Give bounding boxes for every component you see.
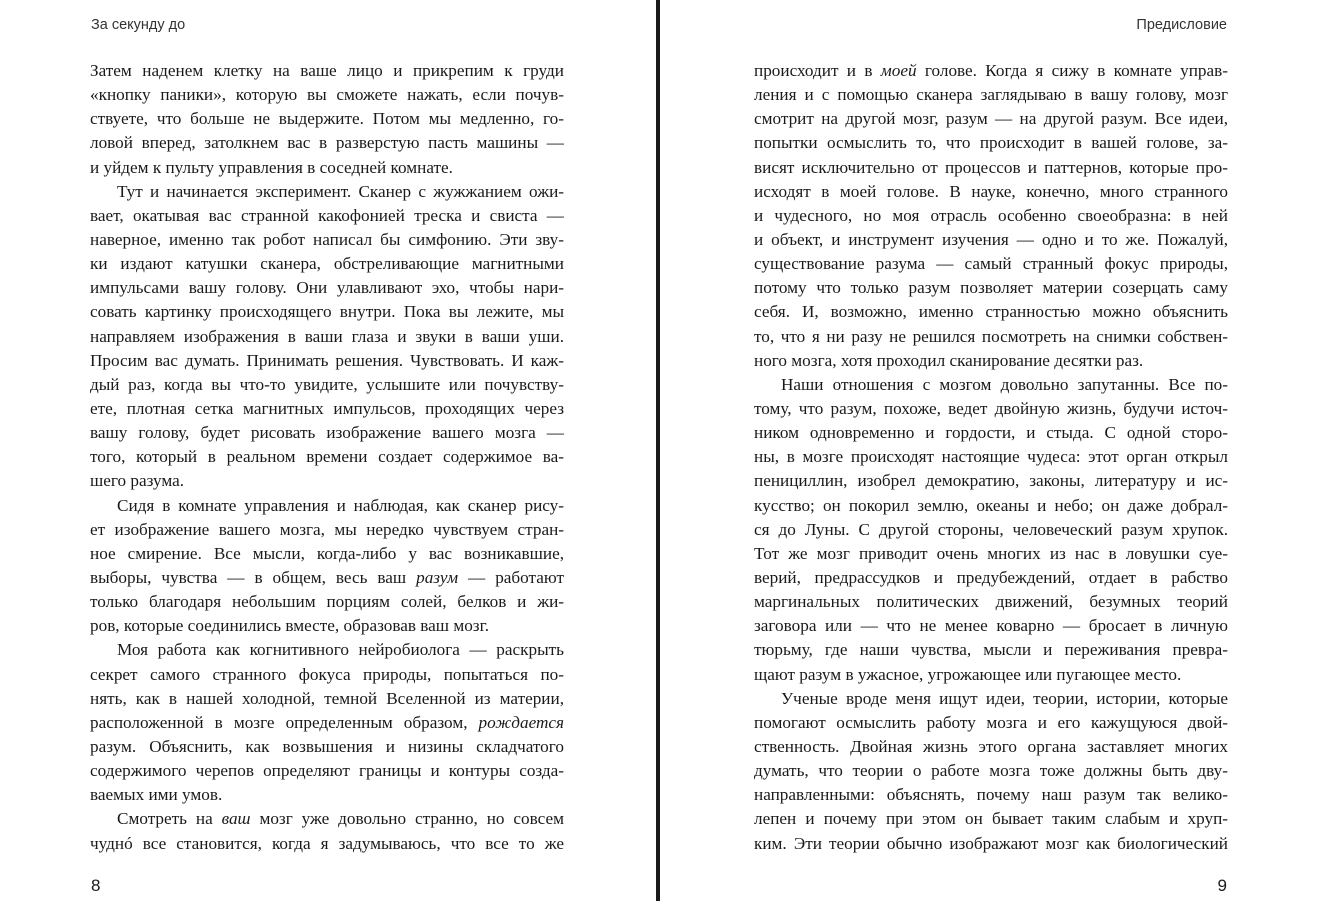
text-line: Просим вас думать. Принимать решения. Чувствовать. И каж- <box>90 350 564 370</box>
text-line: происходит и в моей голове. Когда я сижу в комнате управ- <box>754 61 1228 80</box>
left-page <box>0 0 656 901</box>
text-line: Тут и начинается эксперимент. Сканер с жужжанием ожи- <box>117 181 564 201</box>
text-line: кусство; он покорил землю, океаны и небо; он даже добрал- <box>754 495 1228 515</box>
text-line: ки издают катушки сканера, обстреливающие магнитными <box>90 254 564 274</box>
text-line: совать картинку происходящего внутри. Пока вы лежите, мы <box>90 302 564 322</box>
text-line: того, который в реальном времени создает содержимое ва- <box>90 447 564 467</box>
text-line: ного мозга, хотя проходил сканирование десятки раз. <box>754 350 1144 370</box>
emphasized-word: рождается <box>478 712 564 732</box>
text-line: секрет самого странного фокуса природы, попытаться по- <box>90 664 564 684</box>
text-line: импульсами вашу голову. Они улавливают эхо, чтобы нари- <box>90 278 564 298</box>
text-line: вает, окатывая вас странной какофонией треска и свиста — <box>90 205 564 225</box>
text-line: только благодаря небольшим порциям солей, белков и жи- <box>90 592 564 612</box>
text-line: ваемых ими умов. <box>90 785 223 805</box>
text-line: и уйдем к пульту управления в соседней комнате. <box>90 157 453 177</box>
text-line: ное смирение. Все мысли, когда-либо у вас возникавшие, <box>90 543 564 563</box>
text-line: нять, как в нашей холодной, темной Вселенной из материи, <box>90 688 564 708</box>
text-line: верий, предрассудков и предубеждений, отдает в рабство <box>754 567 1228 587</box>
text-line: и чудесного, но моя отрасль особенно своеобразна: в ней <box>754 205 1228 225</box>
text-line: ров, которые соединились вместе, образовав ваш мозг. <box>90 616 490 636</box>
text-line: Тот же мозг приводит очень многих из нас в ловушки суе- <box>754 543 1228 563</box>
text-line: себя. И, возможно, именно странностью можно объяснить <box>754 302 1228 322</box>
text-line: то, что я ни разу не решился посмотреть на снимки собствен- <box>754 326 1228 346</box>
text-line: щают разум в ужасное, угрожающее или пугающее место. <box>754 664 1182 684</box>
running-head-right: Предисловие <box>1136 17 1227 33</box>
text-line: ет изображение вашего мозга, мы нередко чувствуем стран- <box>90 519 564 539</box>
text-line: ником одновременно и гордости, и стыда. С одной сторо- <box>754 423 1228 443</box>
text-line: помогают осмыслить работу мозга и его кажущуюся двой- <box>754 712 1228 732</box>
text-line: лепен и почему при этом он бывает таким слабым и хруп- <box>754 809 1228 829</box>
text-line: тюрьму, где наши чувства, мысли и переживания превра- <box>754 640 1228 660</box>
text-line: ся до Луны. С другой стороны, человеческий разум хрупок. <box>754 519 1228 539</box>
text-line: заговора или — что не менее коварно — бросает в личную <box>754 616 1228 636</box>
text-line: Сидя в комнате управления и наблюдая, как сканер рису- <box>117 495 564 515</box>
text-line: тому, что разум, похоже, ведет двойную жизнь, будучи источ- <box>754 398 1228 418</box>
text-line: ления и с помощью сканера заглядываю в вашу голову, мозг <box>754 85 1228 105</box>
text-line: исходят в моей голове. В науке, конечно, много странного <box>754 181 1228 201</box>
text-line: ны, в мозге происходят настоящие чудеса: этот орган открыл <box>754 447 1228 467</box>
running-head-left: За секунду до <box>91 17 186 33</box>
right-page-text <box>754 59 1228 856</box>
text-line: ственность. Двойная жизнь этого органа заставляет многих <box>754 736 1228 756</box>
text-line: чуднó все становится, когда я задумываюсь, что все то же <box>90 833 564 853</box>
emphasized-word: разум <box>416 567 459 587</box>
text-line: направленными: объяснять, почему наш разум так велико- <box>754 785 1228 805</box>
text-line: ствуете, что больше не выдержите. Потом мы медленно, го- <box>90 109 564 129</box>
text-line: висят исключительно от процессов и паттернов, которые про- <box>754 157 1228 177</box>
text-line: выборы, чувства — в общем, весь ваш разум — работают <box>90 567 564 587</box>
text-line: ловой вперед, затолкнем вас в разверстую пасть машины — <box>90 133 564 153</box>
text-line: шего разума. <box>90 471 185 491</box>
text-line: и объект, и инструмент изучения — одно и то же. Пожалуй, <box>754 229 1228 249</box>
text-line: пенициллин, изобрел демократию, законы, литературу и ис- <box>754 471 1228 491</box>
left-page-text <box>90 59 564 856</box>
text-line: попытки осмыслить то, что происходит в вашей голове, за- <box>754 133 1228 153</box>
text-line: существование разума — самый странный фокус природы, <box>754 254 1228 274</box>
text-line: наверное, именно так робот написал бы симфонию. Эти зву- <box>90 229 564 249</box>
text-line: содержимого черепов определяют границы и контуры созда- <box>90 761 564 781</box>
text-line: смотрит на другой мозг, разум — на другой разум. Все идеи, <box>754 109 1228 129</box>
text-line: маргинальных политических движений, безумных теорий <box>754 592 1228 612</box>
text-line: расположенной в мозге определенным образом, рождается <box>90 712 564 732</box>
right-page <box>660 0 1318 901</box>
text-line: Ученые вроде меня ищут идеи, теории, истории, которые <box>781 688 1228 708</box>
text-line: направляем изображения в ваши глаза и звуки в ваши уши. <box>90 326 564 346</box>
text-line: «кнопку паники», которую вы сможете нажать, если почув- <box>90 85 564 105</box>
text-line: потому что только разум позволяет материи созерцать саму <box>754 278 1228 298</box>
text-line: ким. Эти теории обычно изображают мозг как биологический <box>754 833 1228 853</box>
emphasized-word: ваш <box>221 809 251 829</box>
text-line: разум. Объяснить, как возвышения и низины складчатого <box>90 736 564 756</box>
emphasized-word: моей <box>880 61 917 80</box>
text-line: Моя работа как когнитивного нейробиолога — раскрыть <box>117 640 564 660</box>
text-line: Наши отношения с мозгом довольно запутанны. Все по- <box>781 374 1228 394</box>
text-line: ете, плотная сетка магнитных импульсов, проходящих через <box>90 398 564 418</box>
text-line: думать, что теории о работе мозга тоже должны быть дву- <box>754 761 1228 781</box>
text-line: Затем наденем клетку на ваше лицо и прикрепим к груди <box>90 61 564 80</box>
text-line: дый раз, когда вы что-то увидите, услышите или почувству- <box>90 374 564 394</box>
text-line: вашу голову, будет рисовать изображение вашего мозга — <box>90 423 564 443</box>
page-number-right: 9 <box>1217 876 1227 895</box>
page-number-left: 8 <box>91 876 101 895</box>
text-line: Смотреть на ваш мозг уже довольно странно, но совсем <box>117 809 564 829</box>
